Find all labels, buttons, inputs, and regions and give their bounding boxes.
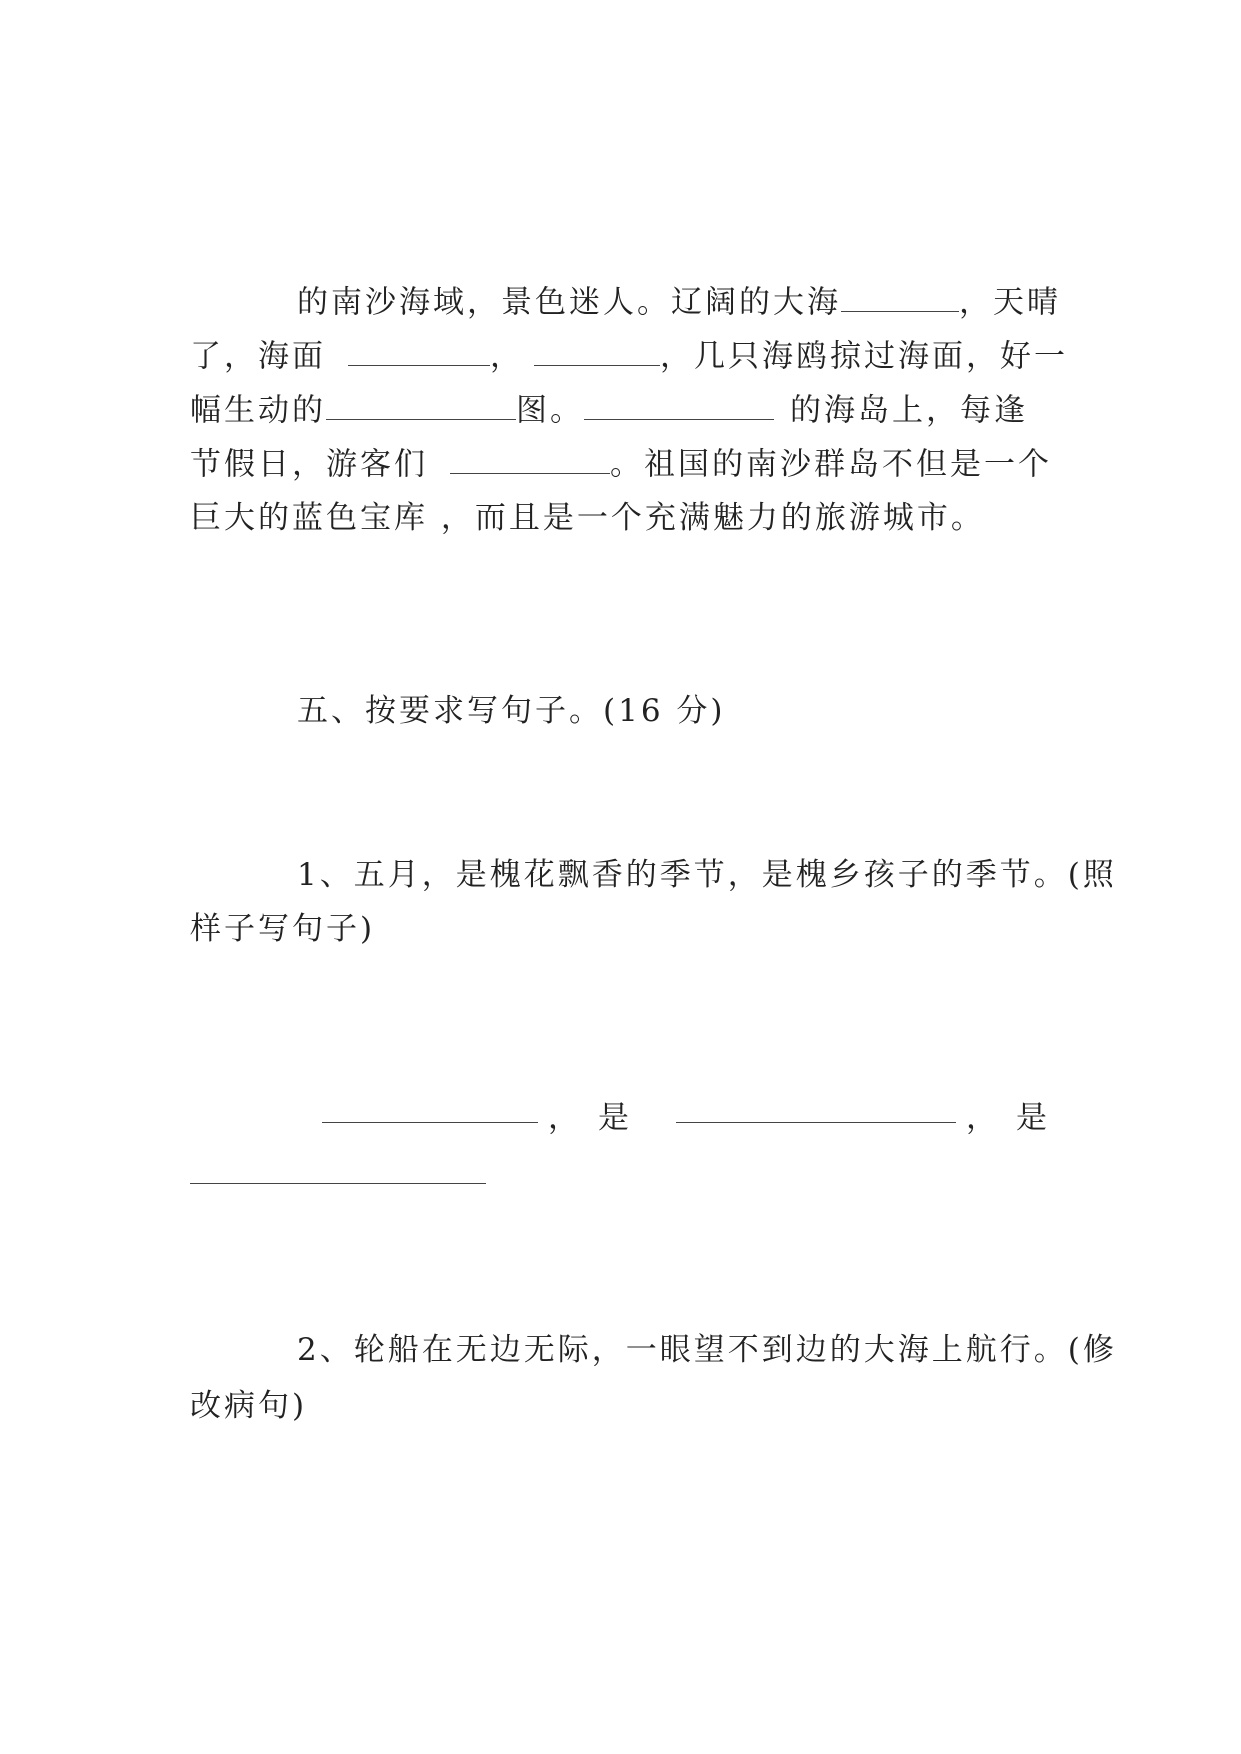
passage-text: 。祖国的南沙群岛不但是一个 <box>610 446 1052 483</box>
answer-blank[interactable] <box>326 390 516 420</box>
passage-line-4 <box>190 444 1050 484</box>
answer-blank[interactable] <box>584 390 774 420</box>
passage-text: 的海岛上，每逢 <box>790 392 1028 429</box>
passage-line-3 <box>190 390 1050 430</box>
answer-blank[interactable] <box>450 444 610 474</box>
answer-blank[interactable] <box>190 1183 486 1184</box>
question-1-prompt: 1、五月，是槐花飘香的季节，是槐乡孩子的季节。(照 <box>297 857 1117 893</box>
passage-text: ，几只海鸥掠过海面，好一 <box>660 338 1068 375</box>
question-2-prompt-cont: 改病句) <box>190 1388 308 1424</box>
answer-blank[interactable] <box>534 336 660 366</box>
answer-blank[interactable] <box>322 1122 538 1123</box>
answer-blank[interactable] <box>348 336 490 366</box>
passage-text: ， <box>490 338 524 375</box>
question-1-prompt-cont: 样子写句子) <box>190 911 376 947</box>
passage-line-5 <box>190 498 1050 538</box>
question-2-prompt: 2、轮船在无边无际，一眼望不到边的大海上航行。(修 <box>297 1332 1117 1368</box>
passage-text: 节假日，游客们 <box>190 446 428 483</box>
comma: ， <box>548 1100 579 1136</box>
answer-blank[interactable] <box>841 282 959 312</box>
comma: ， <box>966 1100 997 1136</box>
passage-text: 的南沙海域，景色迷人。辽阔的大海 <box>297 284 841 321</box>
passage-text: 幅生动的 <box>190 392 326 429</box>
word-shi: 是 <box>598 1100 629 1136</box>
passage-line-2 <box>190 336 1068 376</box>
passage-text: 巨大的蓝色宝库 ，而且是一个充满魅力的旅游城市。 <box>190 500 985 536</box>
passage-text: 了，海面 <box>190 338 326 375</box>
passage-text: 图。 <box>516 392 584 429</box>
section-heading: 五、按要求写句子。(16 分) <box>297 693 726 729</box>
answer-blank[interactable] <box>676 1122 956 1123</box>
passage-line-1 <box>297 282 1061 322</box>
word-shi: 是 <box>1016 1100 1047 1136</box>
passage-text: ，天晴 <box>959 284 1061 321</box>
